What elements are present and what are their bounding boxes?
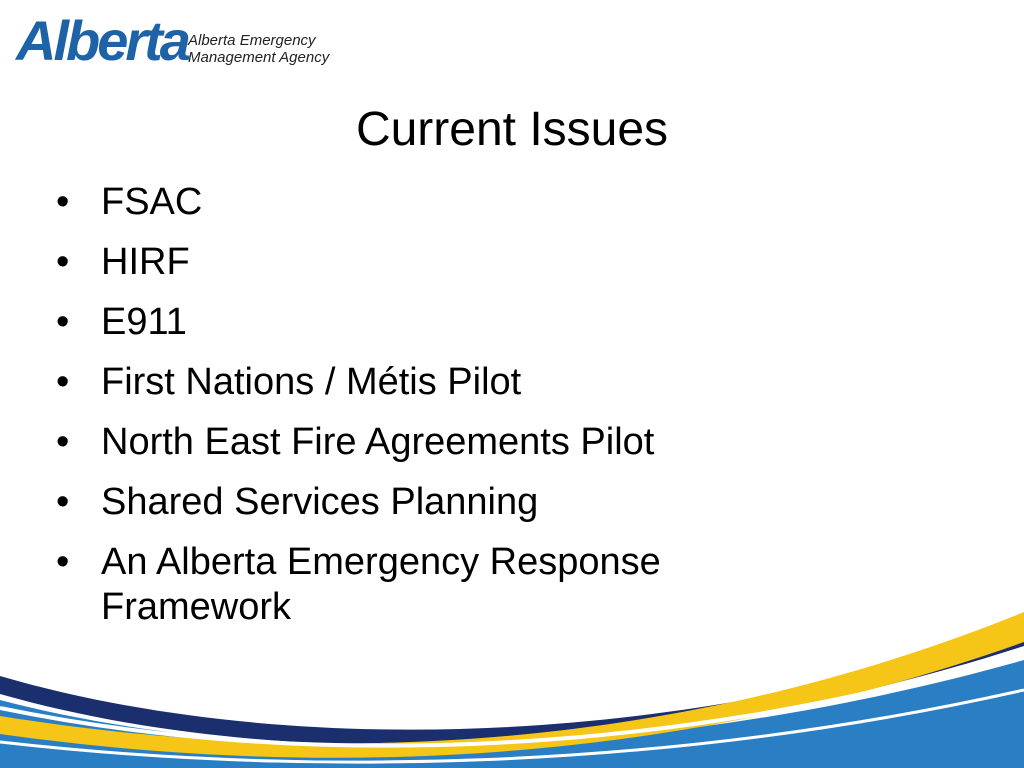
bullet-text: E911 xyxy=(101,301,187,343)
bullet-icon: • xyxy=(56,241,70,283)
bullet-item xyxy=(56,240,856,285)
bullet-list xyxy=(56,180,856,645)
bullet-text: North East Fire Agreements Pilot xyxy=(101,421,655,463)
slide-title: Current Issues xyxy=(355,103,669,156)
logo-wordmark: Alberta xyxy=(16,9,188,72)
logo-agency-name xyxy=(188,32,329,66)
bullet-icon: • xyxy=(56,361,70,403)
bullet-item xyxy=(56,360,856,405)
logo-agency-line-2: Management Agency xyxy=(188,49,330,66)
bullet-item xyxy=(56,300,856,345)
bullet-icon: • xyxy=(56,421,70,463)
bullet-icon: • xyxy=(56,541,70,583)
bullet-text: An Alberta Emergency Response Framework xyxy=(101,541,661,628)
bullet-item xyxy=(56,480,856,525)
bullet-text: HIRF xyxy=(101,241,190,283)
bullet-icon: • xyxy=(56,181,70,223)
logo-agency-line-1: Alberta Emergency xyxy=(188,32,316,49)
bullet-item xyxy=(56,420,856,465)
bullet-item xyxy=(56,180,856,225)
bullet-text: First Nations / Métis Pilot xyxy=(101,361,522,403)
bullet-icon: • xyxy=(56,481,70,523)
bullet-icon: • xyxy=(56,301,70,343)
bullet-text: FSAC xyxy=(101,181,203,223)
decorative-swoosh xyxy=(0,600,1024,768)
bullet-text: Shared Services Planning xyxy=(101,481,539,523)
alberta-logo xyxy=(16,10,356,72)
